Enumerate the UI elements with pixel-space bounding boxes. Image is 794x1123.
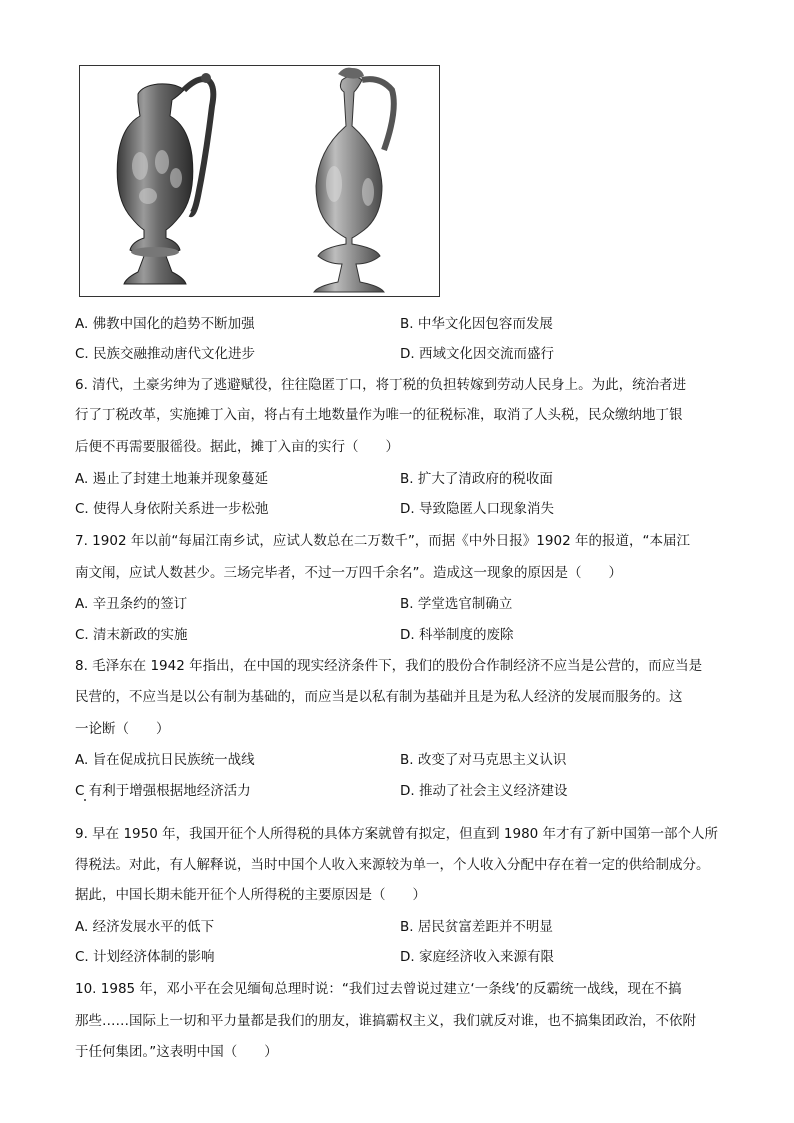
silver-ewer-image [117,73,213,284]
q10-stem-line-3: 于任何集团。”这表明中国（ ） [75,1044,278,1060]
q5-option-c[interactable]: C. 民族交融推动唐代文化进步 [75,346,256,362]
stray-mark [84,799,86,801]
q6-option-b[interactable]: B. 扩大了清政府的税收面 [400,471,553,487]
q5-option-a[interactable]: A. 佛教中国化的趋势不断加强 [75,316,255,332]
q9-stem-line-2: 得税法。对此，有人解释说，当时中国个人收入来源较为单一，个人收入分配中存在着一定的供给制成分。 [75,857,710,873]
q6-option-d[interactable]: D. 导致隐匿人口现象消失 [400,501,554,517]
q8-option-a[interactable]: A. 旨在促成抗日民族统一战线 [75,752,255,768]
q6-stem-line-3: 后便不再需要服徭役。据此，摊丁入亩的实行（ ） [75,439,399,455]
q8-stem-line-1: 8. 毛泽东在 1942 年指出，在中国的现实经济条件下，我们的股份合作制经济不应当是公营的，而应当是 [75,658,703,674]
q6-option-a[interactable]: A. 遏止了封建土地兼并现象蔓延 [75,471,269,487]
q8-option-b[interactable]: B. 改变了对马克思主义认识 [400,752,567,768]
q8-option-c[interactable]: C 有利于增强根据地经济活力 [75,783,251,799]
vessel-photos [80,66,439,296]
q9-option-a[interactable]: A. 经济发展水平的低下 [75,919,215,935]
artifact-figure [79,65,440,297]
q6-stem-line-1: 6. 清代，土豪劣绅为了逃避赋役，往往隐匿丁口，将丁税的负担转嫁到劳动人民身上。为此，统治者进 [75,377,687,393]
q7-stem-line-2: 南文闱，应试人数甚少。三场完毕者，不过一万四千余名”。造成这一现象的原因是（ ） [75,565,622,581]
q6-option-c[interactable]: C. 使得人身依附关系进一步松弛 [75,501,269,517]
q10-stem-line-2: 那些……国际上一切和平力量都是我们的朋友，谁搞霸权主义，我们就反对谁，也不搞集团政治，不依附 [75,1013,696,1029]
q5-option-d[interactable]: D. 西域文化因交流而盛行 [400,346,554,362]
q7-option-a[interactable]: A. 辛丑条约的签订 [75,596,188,612]
q8-stem-line-2: 民营的，不应当是以公有制为基础的，而应当是以私有制为基础并且是为私人经济的发展而服务的。这 [75,689,683,705]
q8-stem-line-3: 一论断（ ） [75,721,170,737]
q9-option-d[interactable]: D. 家庭经济收入来源有限 [400,949,554,965]
q10-stem-line-1: 10. 1985 年，邓小平在会见缅甸总理时说：“我们过去曾说过建立‘一条线’的反霸统一战线，现在不搞 [75,981,682,997]
q7-stem-line-1: 7. 1902 年以前“每届江南乡试，应试人数总在二万数千”，而据《中外日报》1902 年的报道，“本届江 [75,533,690,549]
q5-option-b[interactable]: B. 中华文化因包容而发展 [400,316,553,332]
q7-option-d[interactable]: D. 科举制度的废除 [400,627,514,643]
q6-stem-line-2: 行了丁税改革，实施摊丁入亩，将占有土地数量作为唯一的征税标准，取消了人头税，民众缴纳地丁银 [75,407,683,423]
q7-option-b[interactable]: B. 学堂选官制确立 [400,596,513,612]
q7-option-c[interactable]: C. 清末新政的实施 [75,627,188,643]
q9-stem-line-3: 据此，中国长期未能开征个人所得税的主要原因是（ ） [75,887,426,903]
glazed-ewer-image [314,68,394,292]
q9-option-b[interactable]: B. 居民贫富差距并不明显 [400,919,553,935]
q9-option-c[interactable]: C. 计划经济体制的影响 [75,949,215,965]
q9-stem-line-1: 9. 早在 1950 年，我国开征个人所得税的具体方案就曾有拟定，但直到 1980 年才有了新中国第一部个人所 [75,826,719,842]
q8-option-d[interactable]: D. 推动了社会主义经济建设 [400,783,568,799]
